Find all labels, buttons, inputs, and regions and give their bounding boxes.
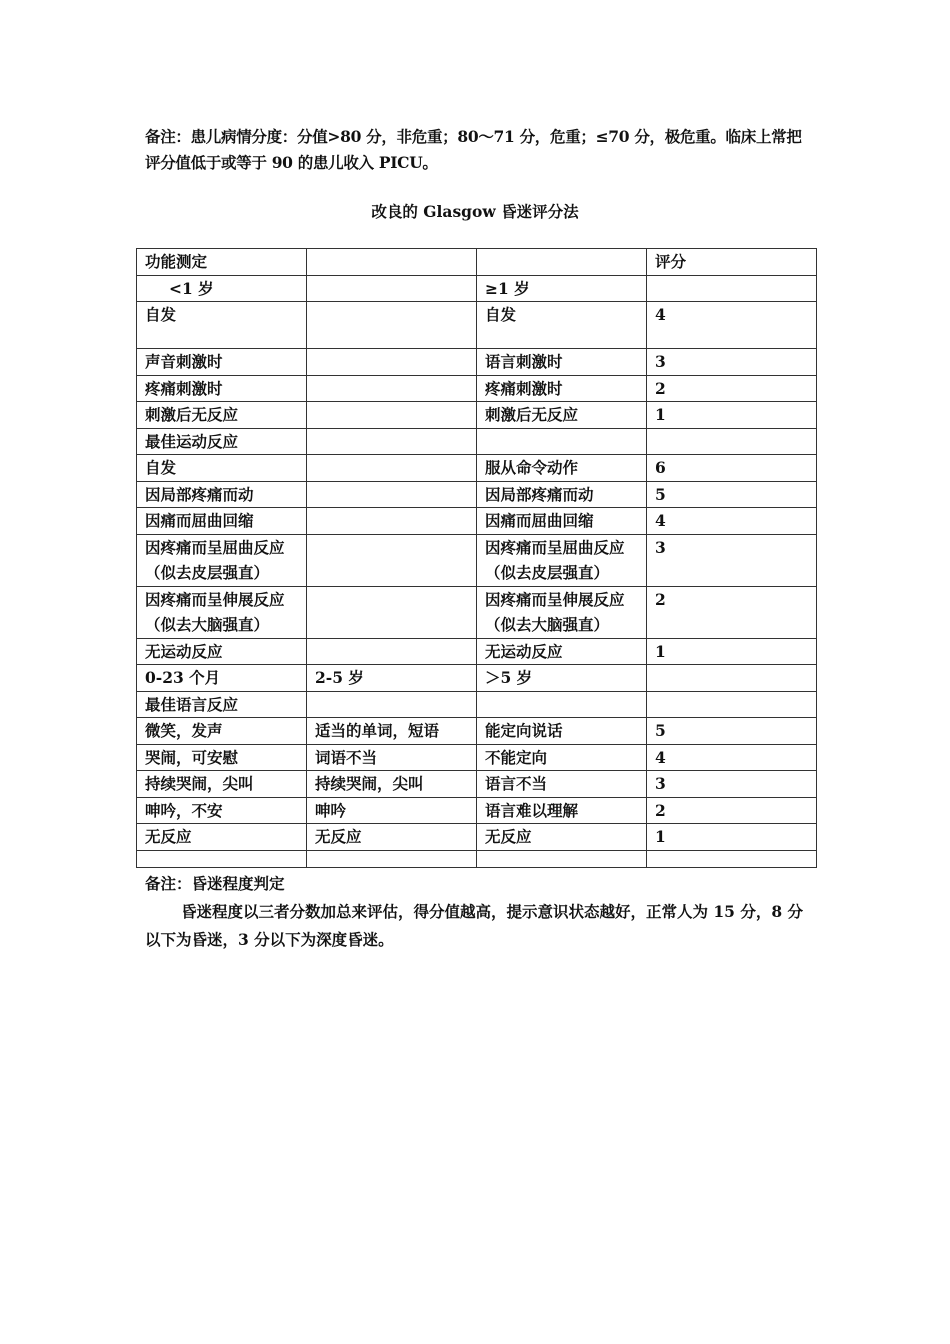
- table-cell: [307, 455, 477, 482]
- table-cell: [307, 402, 477, 429]
- table-cell: 适当的单词，短语: [307, 718, 477, 745]
- table-cell: 4: [647, 508, 817, 535]
- table-cell: 声音刺激时: [137, 349, 307, 376]
- bottom-note-text: 昏迷程度以三者分数加总来评估，得分值越高，提示意识状态越好，正常人为 15 分，8 分以下为昏迷，3 分以下为深度昏迷。: [145, 902, 804, 949]
- table-cell: 因痛而屈曲回缩: [477, 508, 647, 535]
- table-cell: 2: [647, 586, 817, 638]
- table-cell: 无反应: [307, 824, 477, 851]
- table-row: [137, 824, 817, 851]
- table-cell: [477, 691, 647, 718]
- table-cell: 1: [647, 824, 817, 851]
- table-cell: 2-5 岁: [307, 665, 477, 692]
- table-cell: <1 岁: [137, 275, 307, 302]
- table-cell: 最佳语言反应: [137, 691, 307, 718]
- table-cell: 因疼痛而呈伸展反应（似去大脑强直）: [137, 586, 307, 638]
- table-cell: 无运动反应: [477, 638, 647, 665]
- table-cell: 4: [647, 744, 817, 771]
- table-cell: 因疼痛而呈屈曲反应（似去皮层强直）: [137, 534, 307, 586]
- table-cell: 因局部疼痛而动: [137, 481, 307, 508]
- table-row: [137, 744, 817, 771]
- table-cell: [137, 850, 307, 867]
- table-cell: 能定向说话: [477, 718, 647, 745]
- table-cell: 1: [647, 638, 817, 665]
- table-cell: 微笑，发声: [137, 718, 307, 745]
- table-row: [137, 508, 817, 535]
- table-cell: [307, 481, 477, 508]
- table-row: [137, 402, 817, 429]
- table-cell: 呻吟，不安: [137, 797, 307, 824]
- table-cell: 3: [647, 534, 817, 586]
- table-cell: 6: [647, 455, 817, 482]
- table-cell: [307, 638, 477, 665]
- table-cell: [647, 428, 817, 455]
- table-row: [137, 249, 817, 276]
- table-cell: 无运动反应: [137, 638, 307, 665]
- table-cell: 不能定向: [477, 744, 647, 771]
- table-cell: [477, 249, 647, 276]
- table-cell: 服从命令动作: [477, 455, 647, 482]
- table-row: [137, 428, 817, 455]
- table-cell: [477, 428, 647, 455]
- table-row: [137, 534, 817, 586]
- table-cell: 无反应: [477, 824, 647, 851]
- table-row: [137, 349, 817, 376]
- table-cell: 最佳运动反应: [137, 428, 307, 455]
- table-row: [137, 691, 817, 718]
- table-row: [137, 375, 817, 402]
- table-cell: 因痛而屈曲回缩: [137, 508, 307, 535]
- table-cell: 语言难以理解: [477, 797, 647, 824]
- table-cell: [307, 586, 477, 638]
- table-cell: [477, 850, 647, 867]
- table-row: [137, 302, 817, 349]
- table-cell: 评分: [647, 249, 817, 276]
- table-cell: [307, 375, 477, 402]
- table-row: [137, 850, 817, 867]
- table-cell: 1: [647, 402, 817, 429]
- table-cell: 4: [647, 302, 817, 349]
- glasgow-scale-table: [136, 248, 817, 868]
- table-cell: [307, 302, 477, 349]
- table-row: [137, 586, 817, 638]
- table-cell: 无反应: [137, 824, 307, 851]
- table-cell: 呻吟: [307, 797, 477, 824]
- table-cell: [307, 349, 477, 376]
- table-cell: 0-23 个月: [137, 665, 307, 692]
- table-cell: 5: [647, 718, 817, 745]
- table-cell: [307, 691, 477, 718]
- table-cell: 因局部疼痛而动: [477, 481, 647, 508]
- table-cell: [647, 275, 817, 302]
- table-cell: 5: [647, 481, 817, 508]
- table-cell: 疼痛刺激时: [137, 375, 307, 402]
- table-cell: 3: [647, 771, 817, 798]
- table-cell: [647, 691, 817, 718]
- table-title: 改良的 Glasgow 昏迷评分法: [371, 202, 579, 221]
- table-row: [137, 771, 817, 798]
- table-cell: [307, 428, 477, 455]
- table-cell: 因疼痛而呈屈曲反应（似去皮层强直）: [477, 534, 647, 586]
- table-cell: 语言刺激时: [477, 349, 647, 376]
- bottom-note-label: 备注：昏迷程度判定: [145, 874, 285, 893]
- table-cell: 词语不当: [307, 744, 477, 771]
- table-cell: 语言不当: [477, 771, 647, 798]
- table-cell: [647, 850, 817, 867]
- table-cell: 刺激后无反应: [137, 402, 307, 429]
- table-row: [137, 718, 817, 745]
- table-cell: 自发: [137, 455, 307, 482]
- table-cell: 自发: [477, 302, 647, 349]
- table-cell: 哭闹，可安慰: [137, 744, 307, 771]
- table-cell: [307, 850, 477, 867]
- table-row: [137, 665, 817, 692]
- table-cell: [307, 534, 477, 586]
- table-row: [137, 275, 817, 302]
- table-cell: 疼痛刺激时: [477, 375, 647, 402]
- table-cell: 持续哭闹，尖叫: [307, 771, 477, 798]
- top-note: 备注：患儿病情分度：分值>80 分，非危重；80～71 分，危重；≤70 分，极危重。临床上常把评分值低于或等于 90 的患儿收入 PICU。: [145, 127, 802, 172]
- table-cell: [307, 508, 477, 535]
- table-row: [137, 481, 817, 508]
- table-cell: [647, 665, 817, 692]
- table-cell: ＞5 岁: [477, 665, 647, 692]
- table-row: [137, 797, 817, 824]
- table-cell: 功能测定: [137, 249, 307, 276]
- table-cell: [307, 249, 477, 276]
- table-cell: 2: [647, 375, 817, 402]
- table-cell: 2: [647, 797, 817, 824]
- table-row: [137, 638, 817, 665]
- table-cell: 自发: [137, 302, 307, 349]
- table-cell: [307, 275, 477, 302]
- table-cell: 因疼痛而呈伸展反应（似去大脑强直）: [477, 586, 647, 638]
- table-cell: 持续哭闹，尖叫: [137, 771, 307, 798]
- table-cell: 刺激后无反应: [477, 402, 647, 429]
- table-cell: 3: [647, 349, 817, 376]
- table-cell: ≥1 岁: [477, 275, 647, 302]
- table-row: [137, 455, 817, 482]
